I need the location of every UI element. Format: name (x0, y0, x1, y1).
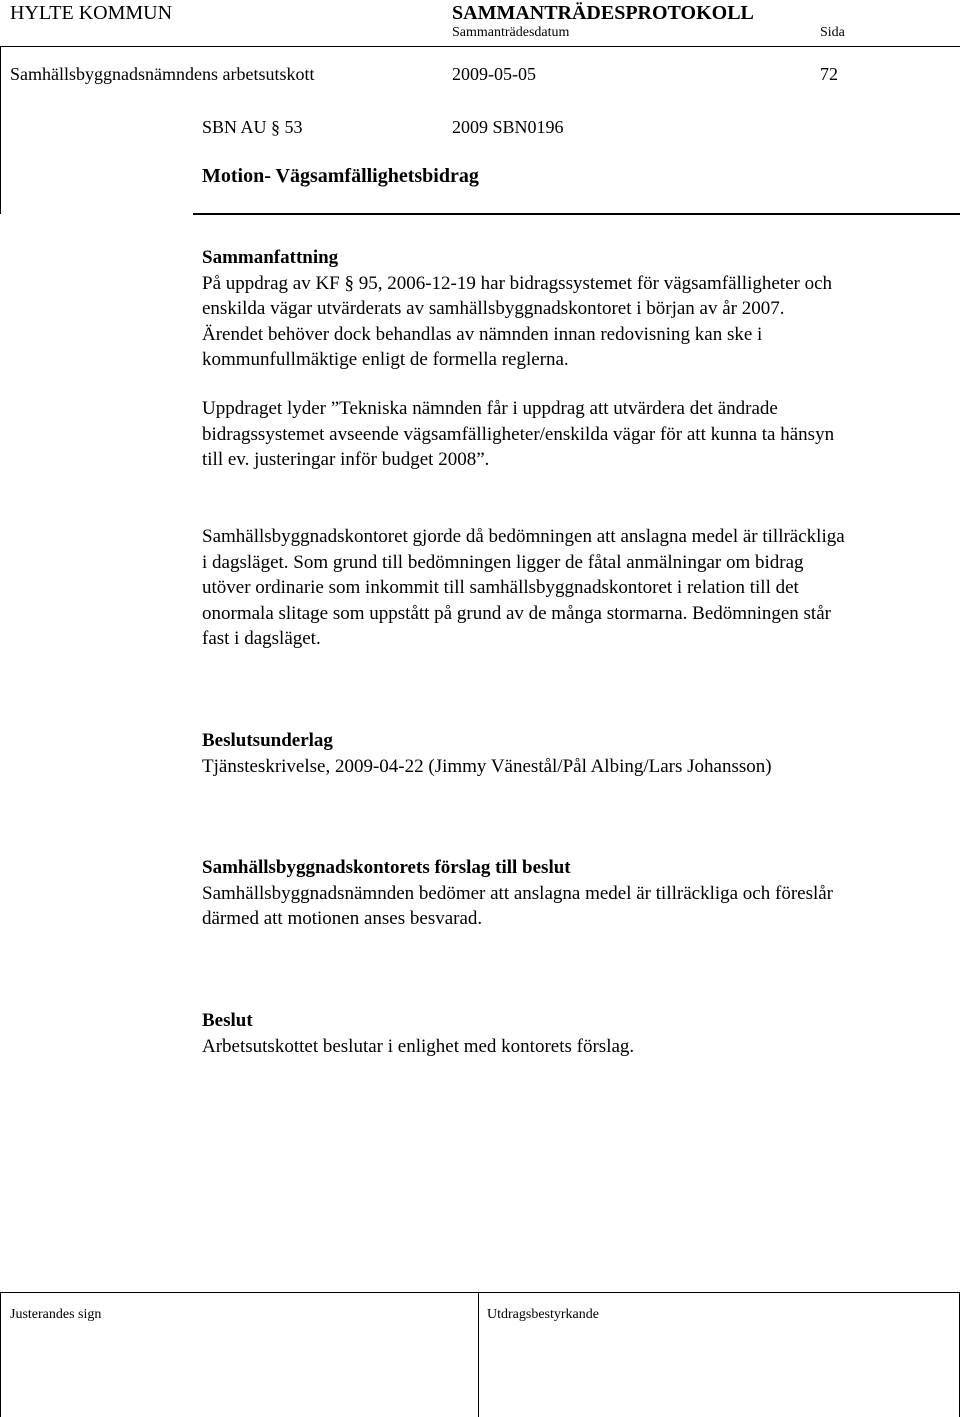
proposal-line: därmed att motionen anses besvarad. (202, 908, 483, 929)
proposal-section (202, 855, 954, 932)
basis-section (202, 728, 954, 779)
sign-label: Justerandes sign (10, 1307, 102, 1322)
assessment-line: Samhällsbyggnadskontoret gjorde då bedömningen att anslagna medel är tillräckliga (202, 526, 845, 547)
summary-section (202, 245, 954, 373)
certify-label: Utdragsbestyrkande (487, 1307, 599, 1322)
meeting-date: 2009-05-05 (452, 64, 536, 84)
decision-heading: Beslut (202, 1010, 253, 1031)
basis-heading: Beslutsunderlag (202, 730, 333, 751)
page-label: Sida (820, 25, 845, 40)
assignment-line: Uppdraget lyder ”Tekniska nämnden får i uppdrag att utvärdera det ändrade (202, 398, 778, 419)
title-divider (193, 213, 960, 215)
page-number: 72 (820, 64, 838, 84)
assessment-line: i dagsläget. Som grund till bedömningen ligger de fåtal anmälningar om bidrag (202, 551, 804, 573)
left-border-top (0, 46, 1, 214)
footer-middle-border (478, 1292, 479, 1417)
proposal-line: Samhällsbyggnadsnämnden bedömer att anslagna medel är tillräckliga och föreslår (202, 882, 834, 904)
municipality-name: HYLTE KOMMUN (10, 2, 173, 24)
assignment-paragraph (202, 396, 954, 473)
assessment-line: onormala slitage som uppstått på grund av de många stormarna. Bedömningen står (202, 602, 831, 624)
case-title: Motion- Vägsamfällighetsbidrag (202, 165, 479, 187)
summary-line: Ärendet behöver dock behandlas av nämnden innan redovisning kan ske i (202, 323, 763, 345)
summary-line: På uppdrag av KF § 95, 2006-12-19 har bidragssystemet för vägsamfälligheter och (202, 272, 833, 294)
assessment-paragraph (202, 524, 954, 652)
summary-heading: Sammanfattning (202, 247, 339, 268)
assessment-line: fast i dagsläget. (202, 628, 321, 649)
section-reference: SBN AU § 53 (202, 117, 303, 137)
summary-line: kommunfullmäktige enligt de formella reglerna. (202, 349, 569, 370)
assignment-line: bidragssystemet avseende vägsamfälligheter/enskilda vägar för att kunna ta hänsyn (202, 423, 835, 445)
decision-text: Arbetsutskottet beslutar i enlighet med kontorets förslag. (202, 1035, 635, 1057)
header-divider (0, 46, 960, 47)
assessment-line: utöver ordinarie som inkommit till samhällsbyggnadskontoret i relation till det (202, 577, 799, 598)
protocol-title: SAMMANTRÄDESPROTOKOLL (452, 2, 754, 24)
footer-divider (0, 1292, 960, 1293)
proposal-heading: Samhällsbyggnadskontorets förslag till beslut (202, 857, 571, 878)
footer-left-border (0, 1292, 1, 1417)
summary-line: enskilda vägar utvärderats av samhällsbyggnadskontoret i början av år 2007. (202, 298, 785, 319)
meeting-date-label: Sammanträdesdatum (452, 25, 570, 40)
assignment-line: till ev. justeringar inför budget 2008”. (202, 449, 490, 470)
case-number: 2009 SBN0196 (452, 117, 564, 137)
decision-section (202, 1008, 954, 1059)
committee-name: Samhällsbyggnadsnämndens arbetsutskott (10, 64, 315, 84)
basis-text: Tjänsteskrivelse, 2009-04-22 (Jimmy Vänestål/Pål Albing/Lars Johansson) (202, 755, 772, 777)
